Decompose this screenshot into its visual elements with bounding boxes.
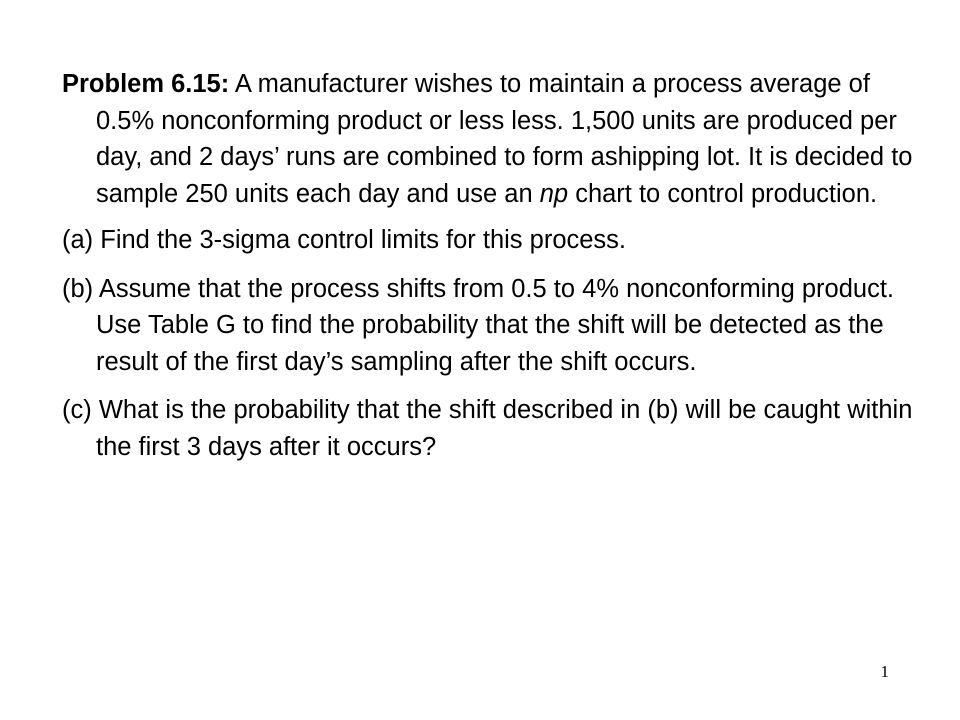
problem-text-part1: A manufacturer wishes to maintain a process average of 0.5% nonconforming product or less less. 1,500 units are produced per day, and 2 days’ runs are combined to form ashipping lot. It is decided to sample 250 units each day and use an (96, 70, 913, 208)
part-c-text: (c) What is the probability that the shift described in (b) will be caught within the first 3 days after it occurs? (62, 396, 913, 461)
problem-statement (62, 66, 922, 212)
part-a-text: (a) Find the 3-sigma control limits for this process. (62, 226, 627, 254)
np-term: np (539, 179, 569, 208)
problem-heading: Problem 6.15: (62, 70, 230, 98)
slide-body (62, 66, 922, 477)
part-b-text: (b) Assume that the process shifts from 0.5 to 4% nonconforming product. Use Table G to find the probability that the shift will be detected as the result of the first day’s sampling after the shift occurs. (62, 274, 894, 376)
page-number: 1 (880, 662, 889, 681)
problem-text-part2: chart to control production. (568, 179, 878, 208)
